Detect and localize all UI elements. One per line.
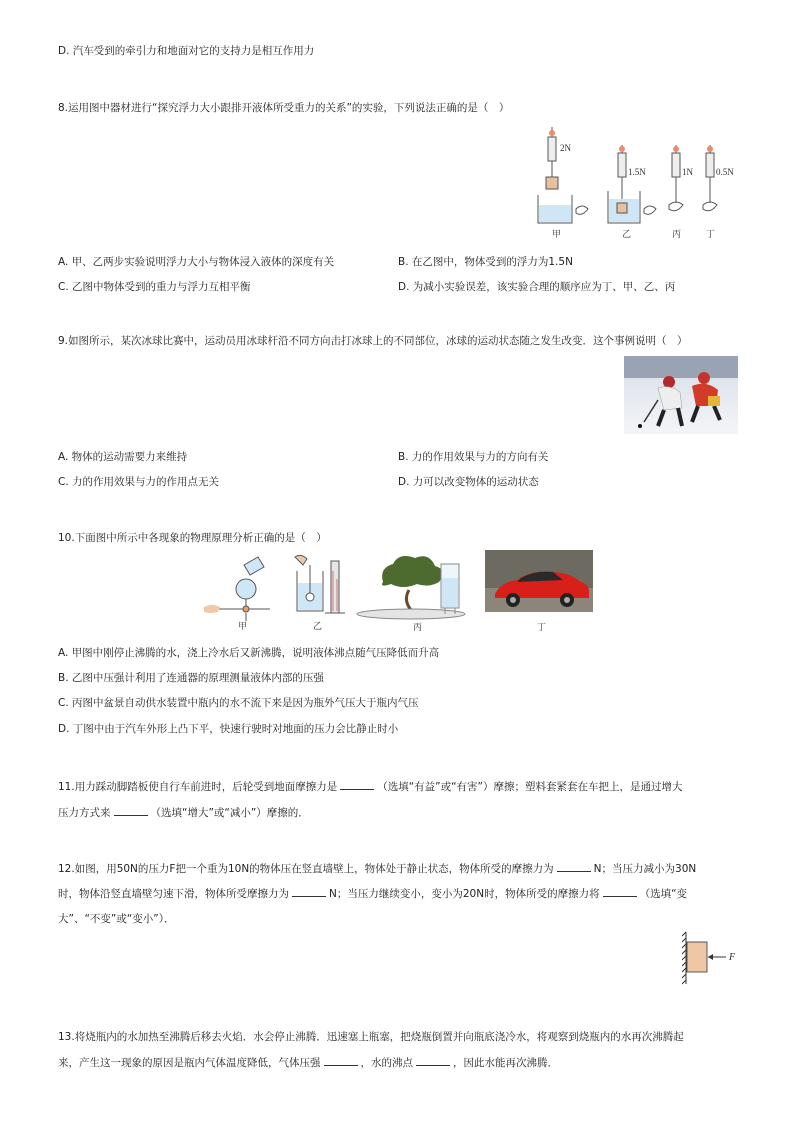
q9-ice-hockey-photo xyxy=(624,356,738,434)
q11-blank-1[interactable] xyxy=(340,779,374,790)
q10-figure-jia xyxy=(200,551,280,631)
q12-line2-a: 时，物体沿竖直墙壁匀速下滑，物体所受摩擦力为 xyxy=(58,888,289,900)
q13-line1: 13.将烧瓶内的水加热至沸腾后移去火焰．水会停止沸腾．迅速塞上瓶塞，把烧瓶倒置并向瓶底浇冷水，将观察到烧瓶内的水再次沸腾起 xyxy=(58,1031,684,1043)
q7-option-d: D. 汽车受到的牵引力和地面对它的支持力是相互作用力 xyxy=(58,45,315,57)
q10-stem: 10.下面图中所示中各现象的物理原理分析正确的是（ ） xyxy=(58,532,327,544)
q10-label-jia: 甲 xyxy=(238,622,248,631)
q13-blank-1[interactable] xyxy=(324,1055,358,1066)
q9-option-b: B. 力的作用效果与力的方向有关 xyxy=(398,451,549,463)
q11-blank-2[interactable] xyxy=(114,805,148,816)
q10-option-a: A. 甲图中刚停止沸腾的水，浇上冷水后又新沸腾，说明液体沸点随气压降低而升高 xyxy=(58,647,440,659)
q9-option-a: A. 物体的运动需要力来维持 xyxy=(58,451,188,463)
q9-stem: 9.如图所示，某次冰球比赛中，运动员用冰球杆沿不同方向击打冰球上的不同部位，冰球的运动状态随之发生改变．这个事例说明（ ） xyxy=(58,335,688,347)
q13-line2-c: ，因此水能再次沸腾． xyxy=(453,1057,558,1069)
q8-label-ding: 丁 xyxy=(706,230,716,239)
q10-option-b: B. 乙图中压强计利用了连通器的原理测量液体内部的压强 xyxy=(58,672,324,684)
q13-line2-b: ，水的沸点 xyxy=(360,1057,413,1069)
q8-stem: 8.运用图中器材进行“探究浮力大小跟排开液体所受重力的关系”的实验，下列说法正确的是（ ） xyxy=(58,102,510,114)
q12-blank-1[interactable] xyxy=(557,861,591,872)
q10-label-ding: 丁 xyxy=(537,623,547,632)
q8-buoyancy-figure xyxy=(530,127,742,239)
q8-option-c: C. 乙图中物体受到的重力与浮力互相平衡 xyxy=(58,281,251,293)
q10-option-c: C. 丙图中盆景自动供水装置中瓶内的水不流下来是因为瓶外气压大于瓶内气压 xyxy=(58,697,419,709)
q11-line2-b: （选填“增大”或“减小”）摩擦的． xyxy=(150,807,309,819)
q11-line1 xyxy=(58,779,682,794)
q8-reading-ding: 0.5N xyxy=(716,167,734,177)
q10-label-yi: 乙 xyxy=(313,622,323,631)
q8-label-jia: 甲 xyxy=(552,230,562,239)
q12-force-label: F xyxy=(729,952,736,963)
q10-figure-ding xyxy=(485,550,593,632)
q8-label-yi: 乙 xyxy=(622,230,632,239)
q9-option-d: D. 力可以改变物体的运动状态 xyxy=(398,476,539,488)
q8-option-d: D. 为减小实验误差，该实验合理的顺序应为丁、甲、乙、丙 xyxy=(398,281,676,293)
q8-reading-jia: 2N xyxy=(560,143,571,153)
q11-line1-b: （选填“有益”或“有害”）摩擦；塑料套紧套在车把上，是通过增大 xyxy=(377,781,683,793)
q8-label-bing: 丙 xyxy=(672,230,682,239)
q10-figure-yi xyxy=(285,551,350,631)
q13-line2-a: 来，产生这一现象的原因是瓶内气体温度降低，气体压强 xyxy=(58,1057,321,1069)
q13-line2 xyxy=(58,1055,558,1070)
q10-option-d: D. 丁图中由于汽车外形上凸下平，快速行驶时对地面的压力会比静止时小 xyxy=(58,723,399,735)
q12-blank-3[interactable] xyxy=(603,886,637,897)
q12-line1 xyxy=(58,861,696,876)
q12-line1-a: 12.如图，用50N的压力F把一个重为10N的物体压在竖直墙壁上，物体处于静止状态，物体所受的摩擦力为 xyxy=(58,863,554,875)
q11-line2 xyxy=(58,805,309,820)
q12-line2-b: N；当压力继续变小，变小为20N时，物体所受的摩擦力将 xyxy=(329,888,600,900)
q12-blank-2[interactable] xyxy=(292,886,326,897)
q13-blank-2[interactable] xyxy=(416,1055,450,1066)
q12-line2-c: （选填“变 xyxy=(639,888,688,900)
q10-figure-bing xyxy=(353,548,481,632)
q12-wall-block-figure xyxy=(682,930,742,986)
q9-option-c: C. 力的作用效果与力的作用点无关 xyxy=(58,476,220,488)
q8-reading-yi: 1.5N xyxy=(628,167,646,177)
q11-line1-a: 11.用力踩动脚踏板使自行车前进时，后轮受到地面摩擦力是 xyxy=(58,781,338,793)
q12-line3: 大”、“不变”或“变小”）． xyxy=(58,913,175,925)
q12-line1-b: N；当压力减小为30N xyxy=(593,863,697,875)
q8-reading-bing: 1N xyxy=(682,167,693,177)
q10-label-bing: 丙 xyxy=(413,623,423,632)
q8-option-b: B. 在乙图中，物体受到的浮力为1.5N xyxy=(398,256,573,268)
q8-option-a: A. 甲、乙两步实验说明浮力大小与物体浸入液体的深度有关 xyxy=(58,256,335,268)
q12-line2 xyxy=(58,886,687,901)
q11-line2-a: 压力方式来 xyxy=(58,807,111,819)
